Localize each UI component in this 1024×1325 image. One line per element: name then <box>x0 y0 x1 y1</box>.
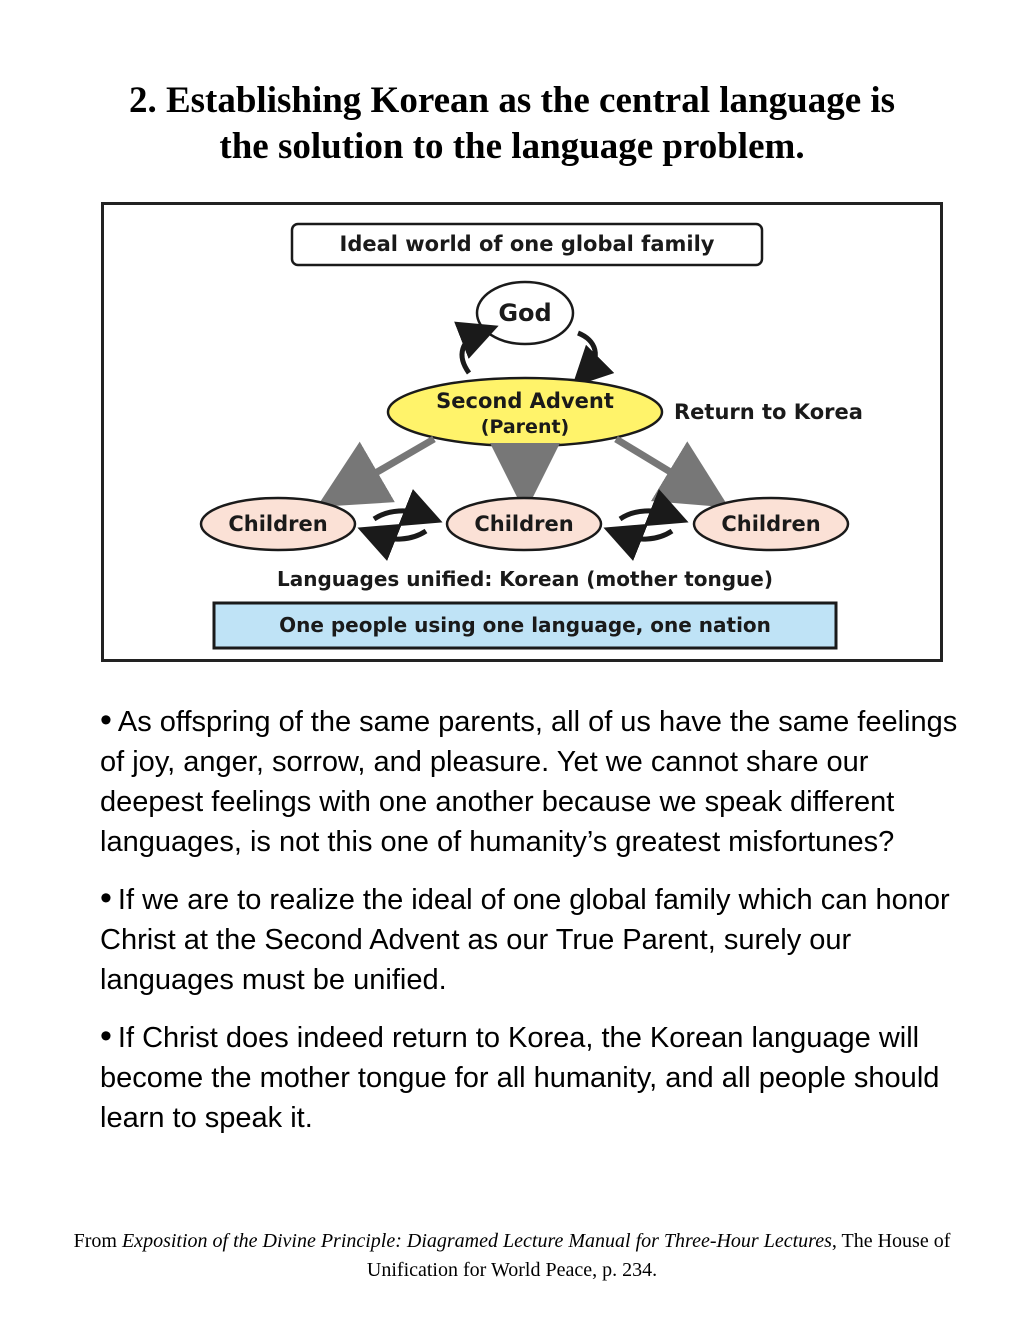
second-advent-label: Second Advent <box>436 389 614 413</box>
cycle-arrow-left <box>462 333 480 373</box>
page-title <box>40 78 984 170</box>
bullet-dot: • <box>100 701 112 739</box>
exchange-arrow-2-bottom <box>622 531 672 539</box>
exchange-arrow-2-top <box>620 511 670 519</box>
bullet-text-3: If Christ does indeed return to Korea, the Korean language will become the mother tongue for all humanity, and all people should learn to speak it. <box>100 1022 940 1134</box>
cycle-arrow-right <box>578 333 595 373</box>
bullet-item-1 <box>100 700 960 862</box>
bullet-text-1: As offspring of the same parents, all of us have the same feelings of joy, anger, sorrow, and pleasure. Yet we cannot share our deepest feelings with one another because we speak different languages, is not this one of humanity’s greatest misfortunes? <box>100 706 958 858</box>
bullet-dot: • <box>100 879 112 917</box>
exchange-arrow-1-bottom <box>376 531 426 539</box>
bullet-item-2 <box>100 878 960 1000</box>
diagram <box>101 202 943 662</box>
exchange-arrow-1-top <box>374 511 424 519</box>
return-to-korea-label: Return to Korea <box>674 400 863 424</box>
bullet-item-3 <box>100 1016 960 1138</box>
source-prefix: From <box>73 1230 122 1252</box>
page-title-line-1: 2. Establishing Korean as the central language is <box>128 80 896 121</box>
header-label: Ideal world of one global family <box>339 232 715 256</box>
children-label-1: Children <box>228 512 328 536</box>
bullet-dot: • <box>100 1017 112 1055</box>
arrow-to-children-left <box>341 439 434 493</box>
source-citation <box>60 1227 964 1285</box>
bullet-text-2: If we are to realize the ideal of one global family which can honor Christ at the Second Advent as our True Parent, surely our languages must be unified. <box>100 884 950 996</box>
children-label-3: Children <box>721 512 821 536</box>
arrow-to-children-right <box>616 439 705 493</box>
languages-unified-label: Languages unified: Korean (mother tongue) <box>277 567 773 591</box>
bullet-list <box>100 700 960 1154</box>
god-label: God <box>498 299 552 327</box>
footer-label: One people using one language, one nation <box>279 613 771 637</box>
page-title-line-2: the solution to the language problem. <box>219 126 805 167</box>
children-label-2: Children <box>474 512 574 536</box>
parent-label: (Parent) <box>480 416 570 438</box>
source-suffix: , The House of Unification for World Peace, p. 234. <box>366 1230 951 1281</box>
source-book-title: Exposition of the Divine Principle: Diagramed Lecture Manual for Three-Hour Lectures <box>121 1230 832 1252</box>
